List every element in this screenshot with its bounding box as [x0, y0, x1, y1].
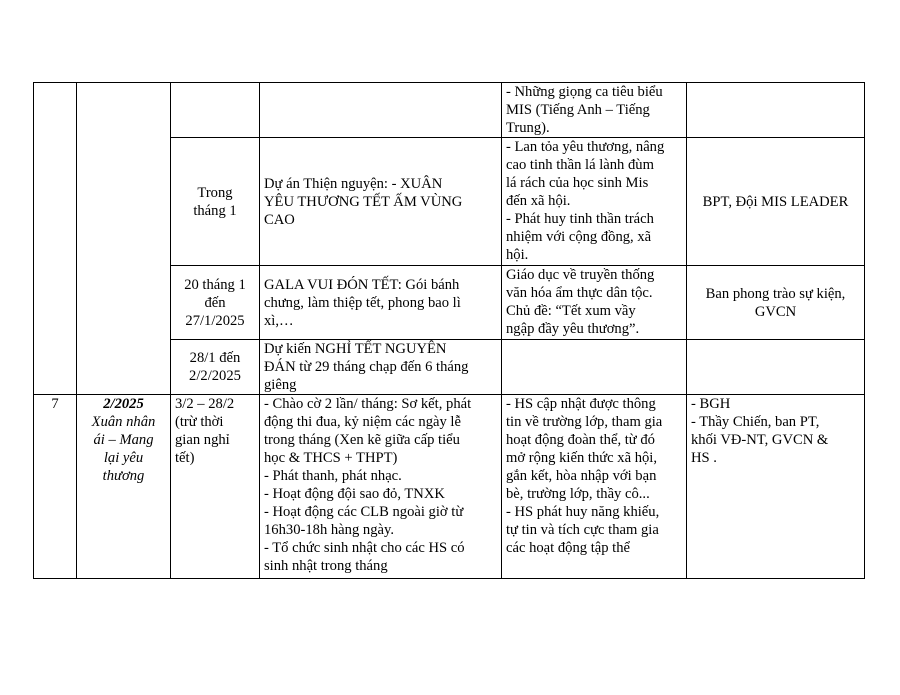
responsible-cell — [687, 83, 865, 138]
activity-line: 16h30-18h hàng ngày. — [264, 522, 394, 538]
time-line: 27/1/2025 — [185, 312, 245, 329]
activity-cell — [260, 83, 502, 138]
benefit-line: tin về trường lớp, tham gia — [506, 414, 663, 430]
responsible-cell — [687, 395, 865, 579]
time-cell — [171, 83, 260, 138]
time-line: 3/2 – 28/2 — [175, 396, 235, 412]
benefit-cell — [502, 138, 687, 266]
activity-line: YÊU THƯƠNG TẾT ẤM VÙNG — [264, 193, 463, 210]
time-line: (trừ thời — [175, 414, 224, 430]
table-row — [34, 395, 865, 579]
activity-line: GALA VUI ĐÓN TẾT: Gói bánh — [264, 276, 460, 293]
theme-line: lại yêu — [103, 450, 144, 466]
responsible-line: - BGH — [691, 396, 731, 412]
benefit-line: MIS (Tiếng Anh – Tiếng — [506, 102, 650, 118]
activity-line: Dự án Thiện nguyện: - XUÂN — [264, 175, 443, 192]
activity-cell — [260, 340, 502, 395]
benefit-cell — [502, 340, 687, 395]
activity-line: - Hoạt động đội sao đỏ, TNXK — [264, 486, 445, 502]
month-cell — [77, 395, 171, 579]
activity-line: giêng — [264, 377, 297, 393]
benefit-line: - HS phát huy năng khiếu, — [506, 504, 660, 520]
time-line: tháng 1 — [193, 202, 237, 219]
theme-line: thương — [102, 468, 145, 484]
time-line: gian nghỉ — [175, 432, 230, 448]
activity-line: - Chào cờ 2 lần/ tháng: Sơ kết, phát — [264, 396, 472, 412]
no-cell — [34, 83, 77, 395]
responsible-line: Ban phong trào sự kiện, — [705, 285, 846, 302]
activity-cell — [260, 138, 502, 266]
time-line: đến — [204, 294, 226, 311]
activity-line: Dự kiến NGHỈ TẾT NGUYÊN — [264, 341, 447, 357]
responsible-line: khối VĐ-NT, GVCN & — [691, 432, 829, 448]
activity-line: ĐÁN từ 29 tháng chạp đến 6 tháng — [264, 359, 469, 375]
responsible-line: - Thầy Chiến, ban PT, — [691, 414, 820, 430]
time-line: tết) — [175, 450, 195, 466]
benefit-line: hội. — [506, 247, 529, 263]
activity-line: xì,… — [264, 312, 294, 329]
activity-line: trong tháng (Xen kẽ giữa cấp tiểu — [264, 432, 460, 448]
benefit-line: - Những giọng ca tiêu biểu — [506, 84, 663, 100]
time-line: 2/2/2025 — [189, 368, 241, 384]
time-line: 28/1 đến — [189, 350, 241, 366]
time-line: Trong — [197, 184, 233, 201]
activity-line: sinh nhật trong tháng — [264, 558, 388, 574]
benefit-line: lá rách của học sinh Mis — [506, 175, 649, 191]
theme-line: Xuân nhân — [91, 414, 156, 430]
time-cell — [171, 138, 260, 266]
benefit-cell — [502, 266, 687, 340]
benefit-line: bè, trường lớp, thầy cô... — [506, 486, 650, 502]
time-line: 20 tháng 1 — [184, 276, 246, 293]
responsible-line: GVCN — [754, 303, 797, 320]
activity-line: động thi đua, kỷ niệm các ngày lễ — [264, 414, 461, 430]
month-label: 2/2025 — [103, 396, 144, 412]
responsible-cell — [687, 266, 865, 340]
benefit-line: - HS cập nhật được thông — [506, 396, 656, 412]
time-cell — [171, 340, 260, 395]
benefit-line: gắn kết, hòa nhập với bạn — [506, 468, 657, 484]
row-number: 7 — [51, 396, 59, 412]
benefit-line: Trung). — [506, 120, 550, 136]
benefit-line: - Phát huy tinh thần trách — [506, 211, 654, 227]
benefit-line: Giáo dục về truyền thống — [506, 267, 655, 283]
activity-line: - Tổ chức sinh nhật cho các HS có — [264, 540, 465, 556]
benefit-cell — [502, 83, 687, 138]
activity-line: chưng, làm thiệp tết, phong bao lì — [264, 294, 461, 311]
theme-line: ái – Mang — [93, 432, 154, 448]
activity-line: - Phát thanh, phát nhạc. — [264, 468, 402, 484]
activity-cell — [260, 395, 502, 579]
activity-plan-table — [33, 82, 865, 579]
time-cell — [171, 395, 260, 579]
benefit-line: tự tin và tích cực tham gia — [506, 522, 659, 538]
benefit-line: Chủ đề: “Tết xum vầy — [506, 303, 636, 319]
activity-line: - Hoạt động các CLB ngoài giờ từ — [264, 504, 464, 520]
activity-cell — [260, 266, 502, 340]
benefit-line: mở rộng kiến thức xã hội, — [506, 450, 657, 466]
responsible-cell — [687, 138, 865, 266]
no-cell — [34, 395, 77, 579]
responsible-cell — [687, 340, 865, 395]
activity-line: CAO — [264, 211, 295, 228]
benefit-line: nhiệm với cộng đồng, xã — [506, 229, 652, 245]
responsible-line: HS . — [691, 450, 717, 466]
benefit-line: các hoạt động tập thể — [506, 540, 630, 556]
table-row — [34, 83, 865, 138]
benefit-line: - Lan tỏa yêu thương, nâng — [506, 139, 665, 155]
responsible-line: BPT, Đội MIS LEADER — [702, 193, 849, 210]
benefit-line: cao tinh thần lá lành đùm — [506, 157, 654, 173]
activity-line: học & THCS + THPT) — [264, 450, 398, 466]
benefit-line: hoạt động đoàn thể, từ đó — [506, 432, 655, 448]
benefit-line: ngập đầy yêu thương”. — [506, 321, 640, 337]
time-cell — [171, 266, 260, 340]
benefit-line: đến xã hội. — [506, 193, 571, 209]
benefit-line: văn hóa ẩm thực dân tộc. — [506, 285, 653, 301]
benefit-cell — [502, 395, 687, 579]
month-cell — [77, 83, 171, 395]
